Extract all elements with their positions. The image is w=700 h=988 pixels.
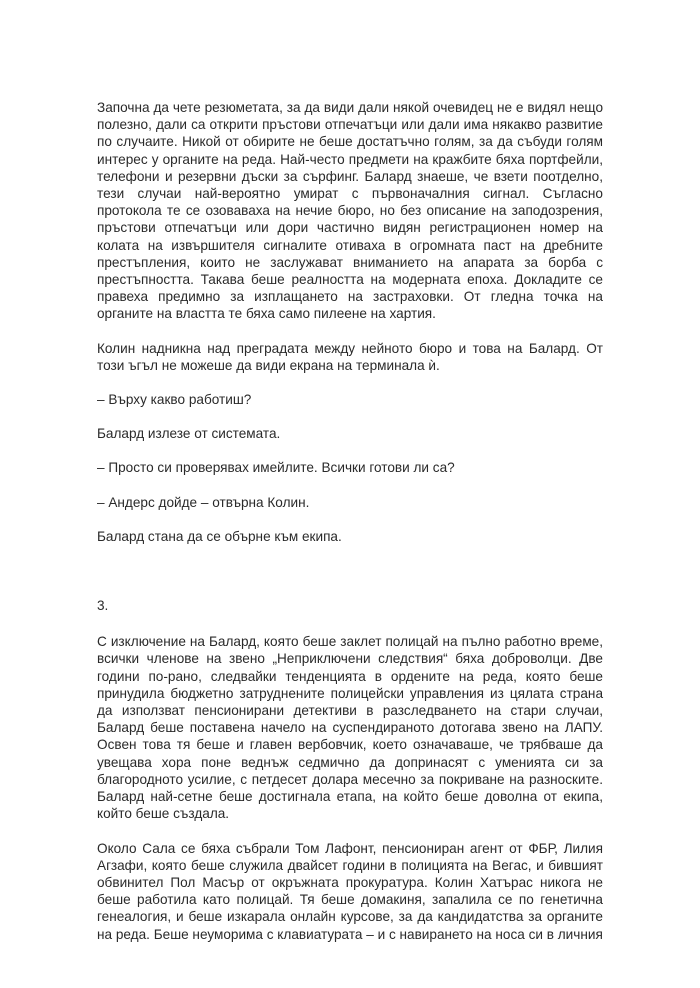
paragraph: Колин надникна над преградата между нейното бюро и това на Балард. От този ъгъл не можеше да види екрана на терминала ѝ. — [97, 340, 603, 373]
chapter-number: 3. — [97, 598, 109, 614]
paragraph: Започна да чете резюметата, за да види дали някой очевидец не е видял нещо полезно, дали са открити пръстови отпечатъци или дали има някакво развитие по случаите. Никой от обирите не беше достатъчно голям, за да събуди голям интерес у органите на реда. Най-често предмети на кражбите бяха портфейли, телефони и резервни дъски за сърфинг. Балард знаеше, че взети поотделно, тези случаи най-вероятно умират с първоначалния сигнал. Съгласно протокола те се озоваваха на нечие бюро, но без описание на заподозрения, пръстови отпечатъци или дори частично видян регистрационен номер на колата на извършителя сигналите отиваха в огромната паст на дребните престъпления, които не заслужават вниманието на апарата за борба с престъпността. Такава беше реалността на модерната епоха. Докладите се правеха предимно за изплащането на застраховки. От гледна точка на органите на властта те бяха само пилеене на хартия. — [97, 100, 603, 322]
paragraph: Около Сала се бяха събрали Том Лафонт, пенсиониран агент от ФБР, Лилия Агзафи, която беше служила двайсет години в полицията на Вегас, и бившият обвинител Пол Масър от окръжната прокуратура. Колин Хатърас никога не беше работила като полицай. Тя беше домакиня, запалила се по генетична генеалогия, и беше изкарала онлайн курсове, за да кандидатства за органите на реда. Беше неуморима с клавиатурата – и с навирането на носа си в личния — [97, 840, 603, 942]
document-page — [97, 99, 603, 943]
dialogue-line: – Просто си проверявах имейлите. Всички готови ли са? — [97, 460, 455, 476]
dialogue-line: – Андерс дойде – отвърна Колин. — [97, 494, 310, 510]
paragraph: Балард излезе от системата. — [97, 426, 281, 442]
paragraph: С изключение на Балард, която беше заклет полицай на пълно работно време, всички членове на звено „Неприключени следствия“ бяха доброволци. Две години по-рано, следвайки тенденцията в ордените на реда, която беше принудила бюджетно затруднените полицейски управления из цялата страна да използват пенсионирани детективи в разследването на стари случаи, Балард беше поставена начело на суспендираното дотогава звено на ЛАПУ. Освен това тя беше и главен вербовчик, което означаваше, че трябваше да увещава хора поне веднъж седмично да допринасят с уменията си за благородното усилие, с петдесет долара месечно за покриване на разноските. Балард най-сетне беше достигнала етапа, на който беше доволна от екипа, който беше създала. — [97, 634, 603, 822]
dialogue-line: – Върху какво работиш? — [97, 392, 252, 408]
paragraph: Балард стана да се обърне към екипа. — [97, 528, 342, 544]
